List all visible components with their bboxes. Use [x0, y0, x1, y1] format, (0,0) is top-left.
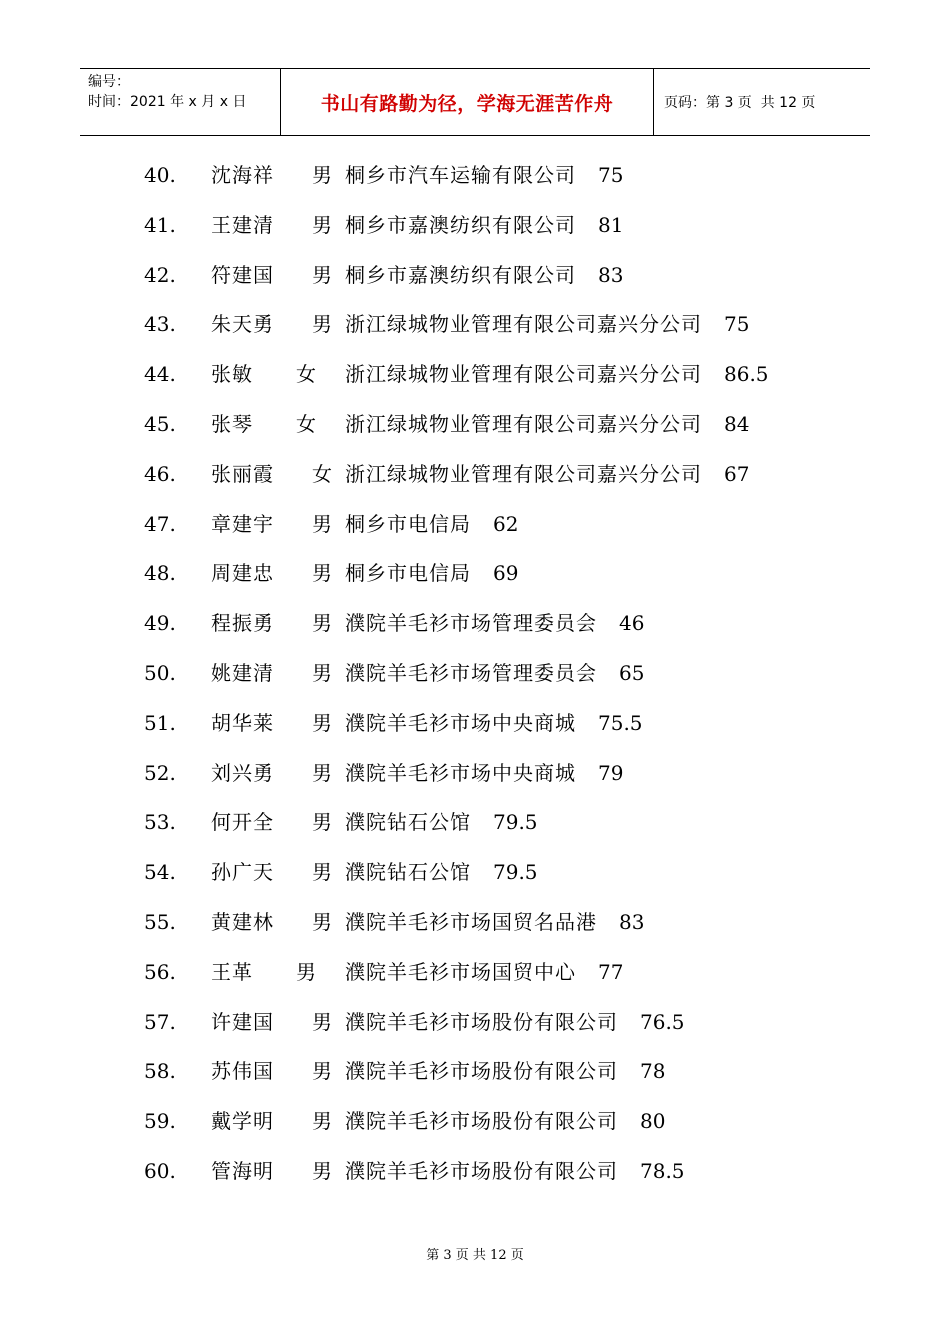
row-num: 60.	[144, 1159, 176, 1183]
row-sex: 男	[312, 1009, 332, 1034]
row-score: 79.5	[493, 860, 538, 885]
header-page-info	[654, 69, 870, 135]
row-score: 77	[598, 959, 624, 984]
row-num: 46.	[144, 461, 176, 486]
row-name: 王建清	[211, 212, 274, 237]
row-sex: 男	[312, 661, 332, 685]
row-num: 49.	[144, 611, 176, 636]
row-org: 濮院羊毛衫市场股份有限公司	[345, 1059, 618, 1084]
row-sex: 男	[312, 710, 332, 735]
row-sex: 男	[312, 262, 332, 287]
row-sex: 男	[312, 810, 332, 835]
row-num: 58.	[144, 1059, 176, 1084]
row-score: 83	[598, 262, 624, 287]
row-org: 桐乡市嘉澳纺织有限公司	[345, 212, 576, 237]
row-name: 黄建林	[211, 910, 274, 934]
row-sex: 男	[312, 511, 332, 536]
row-score: 65	[619, 661, 645, 685]
row-sex: 男	[296, 959, 316, 984]
row-org: 桐乡市汽车运输有限公司	[345, 163, 576, 187]
row-sex: 男	[312, 760, 332, 785]
row-sex: 女	[312, 461, 332, 486]
row-name: 沈海祥	[211, 163, 274, 187]
page-info-text: 页码：第 3 页 共 12 页	[664, 95, 816, 111]
row-org: 桐乡市嘉澳纺织有限公司	[345, 262, 576, 287]
row-org: 浙江绿城物业管理有限公司嘉兴分公司	[345, 362, 702, 387]
row-org: 桐乡市电信局	[345, 511, 471, 536]
row-name: 苏伟国	[211, 1059, 274, 1084]
row-org: 濮院羊毛衫市场中央商城	[345, 710, 576, 735]
row-num: 43.	[144, 312, 176, 337]
page-header	[80, 68, 870, 136]
row-name: 何开全	[211, 810, 274, 835]
row-score: 86.5	[724, 362, 769, 387]
row-score: 79	[598, 760, 624, 785]
row-name: 管海明	[211, 1159, 274, 1183]
row-num: 48.	[144, 561, 176, 586]
row-sex: 男	[312, 561, 332, 586]
row-score: 83	[619, 910, 645, 934]
row-num: 41.	[144, 212, 176, 237]
row-score: 78.5	[640, 1159, 685, 1183]
time-label: 时间：2021 年 x 月 x 日	[88, 94, 247, 110]
row-name: 朱天勇	[211, 312, 274, 337]
row-sex: 男	[312, 1159, 332, 1183]
row-name: 王革	[211, 959, 253, 984]
row-num: 51.	[144, 710, 176, 735]
row-org: 濮院羊毛衫市场管理委员会	[345, 661, 597, 685]
row-sex: 女	[296, 362, 316, 387]
row-score: 75	[598, 163, 624, 187]
row-score: 67	[724, 461, 750, 486]
row-score: 78	[640, 1059, 666, 1084]
row-org: 浙江绿城物业管理有限公司嘉兴分公司	[345, 461, 702, 486]
row-score: 76.5	[640, 1009, 685, 1034]
row-org: 濮院羊毛衫市场管理委员会	[345, 611, 597, 636]
row-name: 许建国	[211, 1009, 274, 1034]
row-num: 40.	[144, 163, 176, 187]
row-num: 55.	[144, 910, 176, 934]
row-name: 戴学明	[211, 1109, 274, 1134]
row-num: 42.	[144, 262, 176, 287]
row-score: 84	[724, 412, 750, 436]
row-score: 80	[640, 1109, 666, 1134]
row-org: 濮院钻石公馆	[345, 810, 471, 835]
row-name: 程振勇	[211, 611, 274, 636]
row-org: 濮院羊毛衫市场股份有限公司	[345, 1109, 618, 1134]
row-org: 浙江绿城物业管理有限公司嘉兴分公司	[345, 312, 702, 337]
row-org: 濮院羊毛衫市场股份有限公司	[345, 1009, 618, 1034]
row-sex: 男	[312, 611, 332, 636]
row-sex: 男	[312, 212, 332, 237]
row-name: 符建国	[211, 262, 274, 287]
row-org: 濮院羊毛衫市场国贸名品港	[345, 910, 597, 934]
row-name: 张琴	[211, 412, 253, 436]
row-sex: 男	[312, 860, 332, 885]
row-name: 张丽霞	[211, 461, 274, 486]
row-sex: 男	[312, 163, 332, 187]
row-num: 45.	[144, 412, 176, 436]
footer-page-number: 第 3 页 共 12 页	[426, 1248, 524, 1263]
row-num: 53.	[144, 810, 176, 835]
row-org: 桐乡市电信局	[345, 561, 471, 586]
row-score: 75.5	[598, 710, 643, 735]
row-name: 刘兴勇	[211, 760, 274, 785]
row-sex: 男	[312, 1109, 332, 1134]
row-name: 章建宇	[211, 511, 274, 536]
row-name: 姚建清	[211, 661, 274, 685]
row-score: 62	[493, 511, 519, 536]
row-sex: 男	[312, 910, 332, 934]
row-num: 50.	[144, 661, 176, 685]
row-score: 81	[598, 212, 624, 237]
row-sex: 男	[312, 1059, 332, 1084]
row-name: 张敏	[211, 362, 253, 387]
row-num: 52.	[144, 760, 176, 785]
row-org: 浙江绿城物业管理有限公司嘉兴分公司	[345, 412, 702, 436]
row-num: 47.	[144, 511, 176, 536]
row-num: 59.	[144, 1109, 176, 1134]
serial-label: 编号：	[88, 74, 130, 90]
row-score: 46	[619, 611, 645, 636]
row-score: 75	[724, 312, 750, 337]
header-meta	[80, 69, 281, 135]
row-num: 44.	[144, 362, 176, 387]
row-name: 孙广天	[211, 860, 274, 885]
row-sex: 女	[296, 412, 316, 436]
row-score: 69	[493, 561, 519, 586]
row-score: 79.5	[493, 810, 538, 835]
page-footer	[0, 1244, 950, 1263]
row-org: 濮院钻石公馆	[345, 860, 471, 885]
row-org: 濮院羊毛衫市场国贸中心	[345, 959, 576, 984]
row-name: 周建忠	[211, 561, 274, 586]
row-sex: 男	[312, 312, 332, 337]
row-num: 56.	[144, 959, 176, 984]
row-num: 57.	[144, 1009, 176, 1034]
row-num: 54.	[144, 860, 176, 885]
row-org: 濮院羊毛衫市场中央商城	[345, 760, 576, 785]
row-org: 濮院羊毛衫市场股份有限公司	[345, 1159, 618, 1183]
header-motto: 书山有路勤为径，学海无涯苦作舟	[281, 69, 654, 135]
row-name: 胡华莱	[211, 710, 274, 735]
